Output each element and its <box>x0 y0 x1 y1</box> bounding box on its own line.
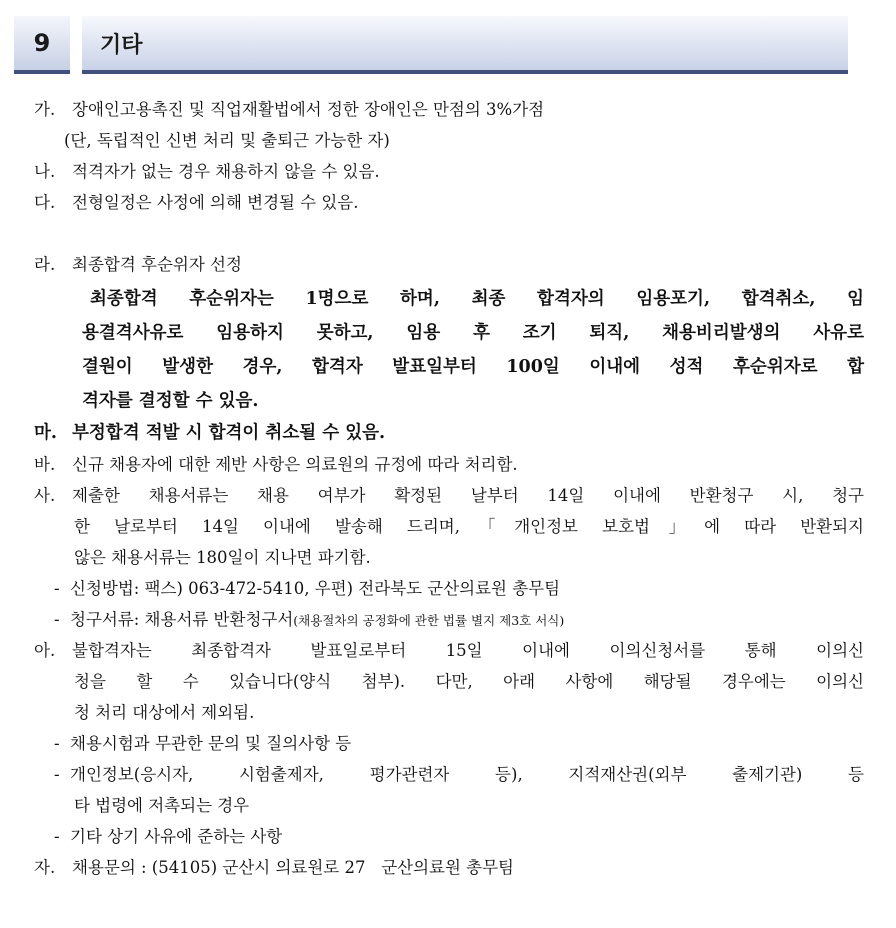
item-a <box>34 635 864 666</box>
sa-line-3: 않은 채용서류는 180일이 지나면 파기함. <box>74 548 371 567</box>
sa-sub-apply: - 신청방법: 팩스) 063-472-5410, 우편) 전라북도 군산의료원 총무팀 <box>34 573 864 604</box>
a-sub-2: - 개인정보(응시자, 시험출제자, 평가관련자 등), 지적재산권(외부 출제기관) 등 <box>34 759 864 790</box>
notice-list <box>34 94 864 883</box>
section-title: 기타 <box>82 16 848 74</box>
ra-line-4: 격자를 결정할 수 있음. <box>82 391 259 411</box>
item-text: 부정합격 적발 시 합격이 취소될 수 있음. <box>72 423 386 443</box>
a-sub-1: - 채용시험과 무관한 문의 및 질의사항 등 <box>34 728 864 759</box>
item-ga <box>34 94 864 125</box>
a-sub-3: - 기타 상기 사유에 준하는 사항 <box>34 821 864 852</box>
dash-marker: - <box>54 734 60 753</box>
item-marker: 마. <box>34 423 57 443</box>
item-sa <box>34 480 864 511</box>
dash-marker: - <box>54 765 60 784</box>
item-na <box>34 156 864 187</box>
ra-line-3: 결원이 발생한 경우, 합격자 발표일부터 100일 이내에 성적 후순위자로 합 <box>82 357 864 377</box>
item-text: 전형일정은 사정에 의해 변경될 수 있음. <box>72 193 359 212</box>
item-marker: 사. <box>34 486 56 505</box>
item-text: 제출한 채용서류는 채용 여부가 확정된 날부터 14일 이내에 반환청구 시, 청구 <box>72 486 864 505</box>
item-ga-continued: (단, 독립적인 신변 처리 및 출퇴근 가능한 자) <box>64 131 390 150</box>
item-text: 최종합격 후순위자 선정 <box>72 255 242 274</box>
item-marker: 가. <box>34 100 56 119</box>
item-text: 적격자가 없는 경우 채용하지 않을 수 있음. <box>72 162 380 181</box>
a-line-3: 청 처리 대상에서 제외됨. <box>74 703 255 722</box>
dash-marker: - <box>54 610 60 629</box>
item-ra <box>34 249 864 280</box>
item-text: 장애인고용촉진 및 직업재활법에서 정한 장애인은 만점의 3%가점 <box>72 100 545 119</box>
section-header <box>0 16 896 78</box>
ra-line-2: 용결격사유로 임용하지 못하고, 임용 후 조기 퇴직, 채용비리발생의 사유로 <box>82 323 864 343</box>
item-da <box>34 187 864 218</box>
section-number: 9 <box>14 16 70 74</box>
a-sub-2-continued: 타 법령에 저촉되는 경우 <box>74 796 250 815</box>
item-ra-body <box>34 282 864 418</box>
item-marker: 아. <box>34 641 56 660</box>
item-marker: 다. <box>34 193 56 212</box>
item-marker: 자. <box>34 858 56 877</box>
item-ja <box>34 852 864 883</box>
item-marker: 라. <box>34 255 56 274</box>
item-ma <box>34 418 864 449</box>
item-text: 채용문의 : (54105) 군산시 의료원로 27 군산의료원 총무팀 <box>72 858 514 877</box>
sa-line-2: 한 날로부터 14일 이내에 발송해 드리며,「개인정보 보호법」에 따라 반환되지 <box>74 517 864 536</box>
item-text: 불합격자는 최종합격자 발표일로부터 15일 이내에 이의신청서를 통해 이의신 <box>72 641 864 660</box>
dash-marker: - <box>54 579 60 598</box>
item-text: 신규 채용자에 대한 제반 사항은 의료원의 규정에 따라 처리함. <box>72 455 518 474</box>
dash-marker: - <box>54 827 60 846</box>
ra-line-1: 최종합격 후순위자는 1명으로 하며, 최종 합격자의 임용포기, 합격취소, 임 <box>90 289 864 309</box>
spacer <box>34 218 864 249</box>
item-ba <box>34 449 864 480</box>
item-marker: 바. <box>34 455 56 474</box>
sa-sub-documents: - 청구서류: 채용서류 반환청구서(채용절차의 공정화에 관한 법률 별지 제3호 서식) <box>34 604 864 635</box>
item-marker: 나. <box>34 162 56 181</box>
a-line-2: 청을 할 수 있습니다(양식 첨부). 다만, 아래 사항에 해당될 경우에는 이의신 <box>74 672 864 691</box>
